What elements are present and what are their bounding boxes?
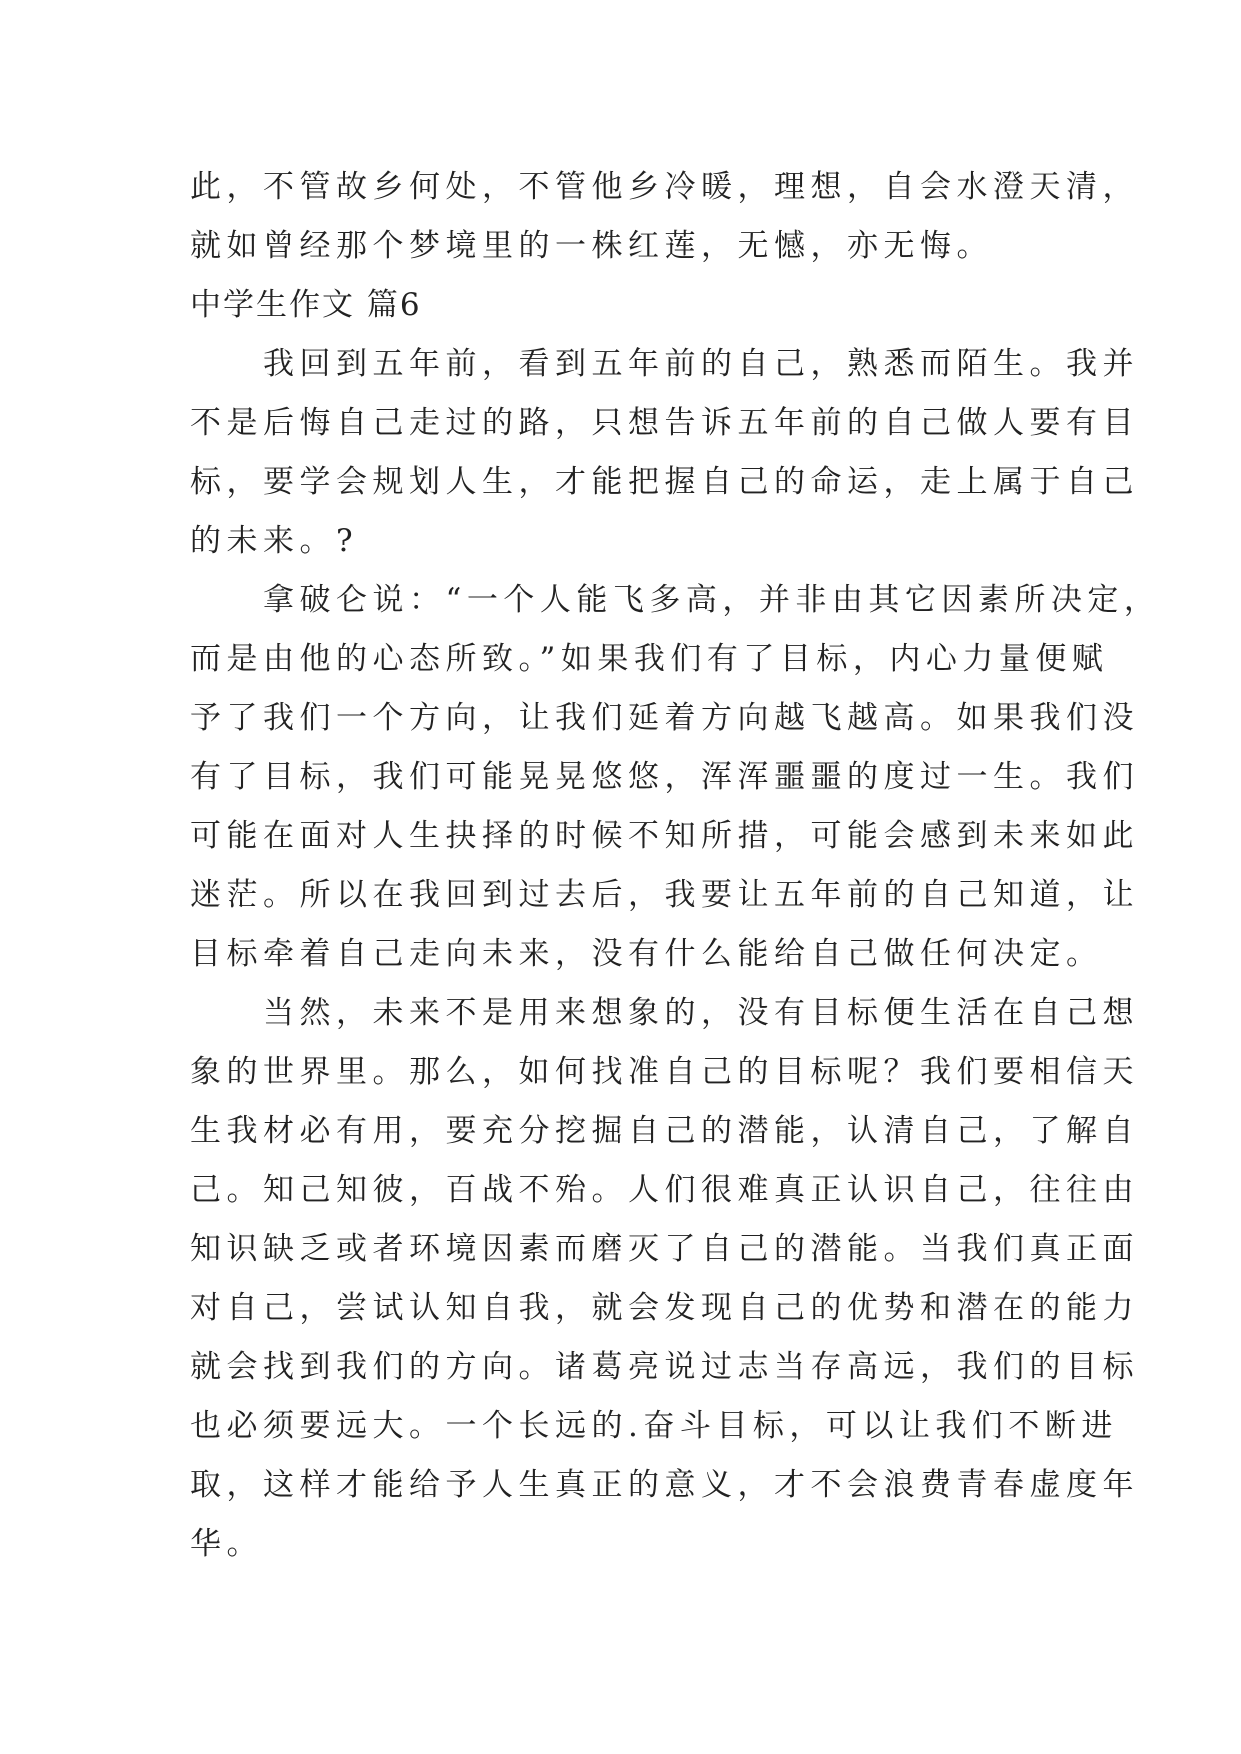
text-line: 迷茫。所以在我回到过去后，我要让五年前的自己知道，让 (190, 877, 1139, 913)
paragraph (190, 335, 1139, 571)
text-line: 予了我们一个方向，让我们延着方向越飞越高。如果我们没 (190, 700, 1139, 736)
text-line: 就会找到我们的方向。诸葛亮说过志当存高远，我们的目标 (190, 1349, 1139, 1385)
text-line: 华。 (190, 1526, 263, 1562)
text-line: 当然，未来不是用来想象的，没有目标便生活在自己想 (190, 995, 1139, 1031)
text-line: 不是后悔自己走过的路，只想告诉五年前的自己做人要有目 (190, 405, 1139, 441)
text-line: 象的世界里。那么，如何找准自己的目标呢？我们要相信天 (190, 1054, 1139, 1090)
text-line: 也必须要远大。一个长远的.奋斗目标，可以让我们不断进 (190, 1408, 1118, 1444)
text-line: 而是由他的心态所致。”如果我们有了目标，内心力量便赋 (190, 641, 1109, 677)
paragraph (190, 571, 1161, 984)
section-heading (190, 276, 1070, 335)
document-body (190, 158, 1161, 1574)
text-line: 中学生作文 篇6 (190, 287, 422, 323)
paragraph (190, 984, 1139, 1574)
text-line: 对自己，尝试认知自我，就会发现自己的优势和潜在的能力 (190, 1290, 1139, 1326)
text-line: 取，这样才能给予人生真正的意义，才不会浪费青春虚度年 (190, 1467, 1139, 1503)
text-line: 知识缺乏或者环境因素而磨灭了自己的潜能。当我们真正面 (190, 1231, 1139, 1267)
text-line: 生我材必有用，要充分挖掘自己的潜能，认清自己，了解自 (190, 1113, 1139, 1149)
text-line: 有了目标，我们可能晃晃悠悠，浑浑噩噩的度过一生。我们 (190, 759, 1139, 795)
text-line: 此，不管故乡何处，不管他乡冷暖，理想，自会水澄天清， (190, 169, 1139, 205)
text-line: 目标牵着自己走向未来，没有什么能给自己做任何决定。 (190, 936, 1103, 972)
text-line: 我回到五年前，看到五年前的自己，熟悉而陌生。我并 (190, 346, 1139, 382)
paragraph (190, 158, 1139, 276)
text-line: 可能在面对人生抉择的时候不知所措，可能会感到未来如此 (190, 818, 1139, 854)
text-line: 标，要学会规划人生，才能把握自己的命运，走上属于自己 (190, 464, 1139, 500)
text-line: 就如曾经那个梦境里的一株红莲，无憾，亦无悔。 (190, 228, 993, 264)
text-line: 己。知己知彼，百战不殆。人们很难真正认识自己，往往由 (190, 1172, 1139, 1208)
text-line: 的未来。? (190, 523, 359, 559)
text-line: 拿破仑说：“一个人能飞多高，并非由其它因素所决定， (190, 582, 1161, 618)
